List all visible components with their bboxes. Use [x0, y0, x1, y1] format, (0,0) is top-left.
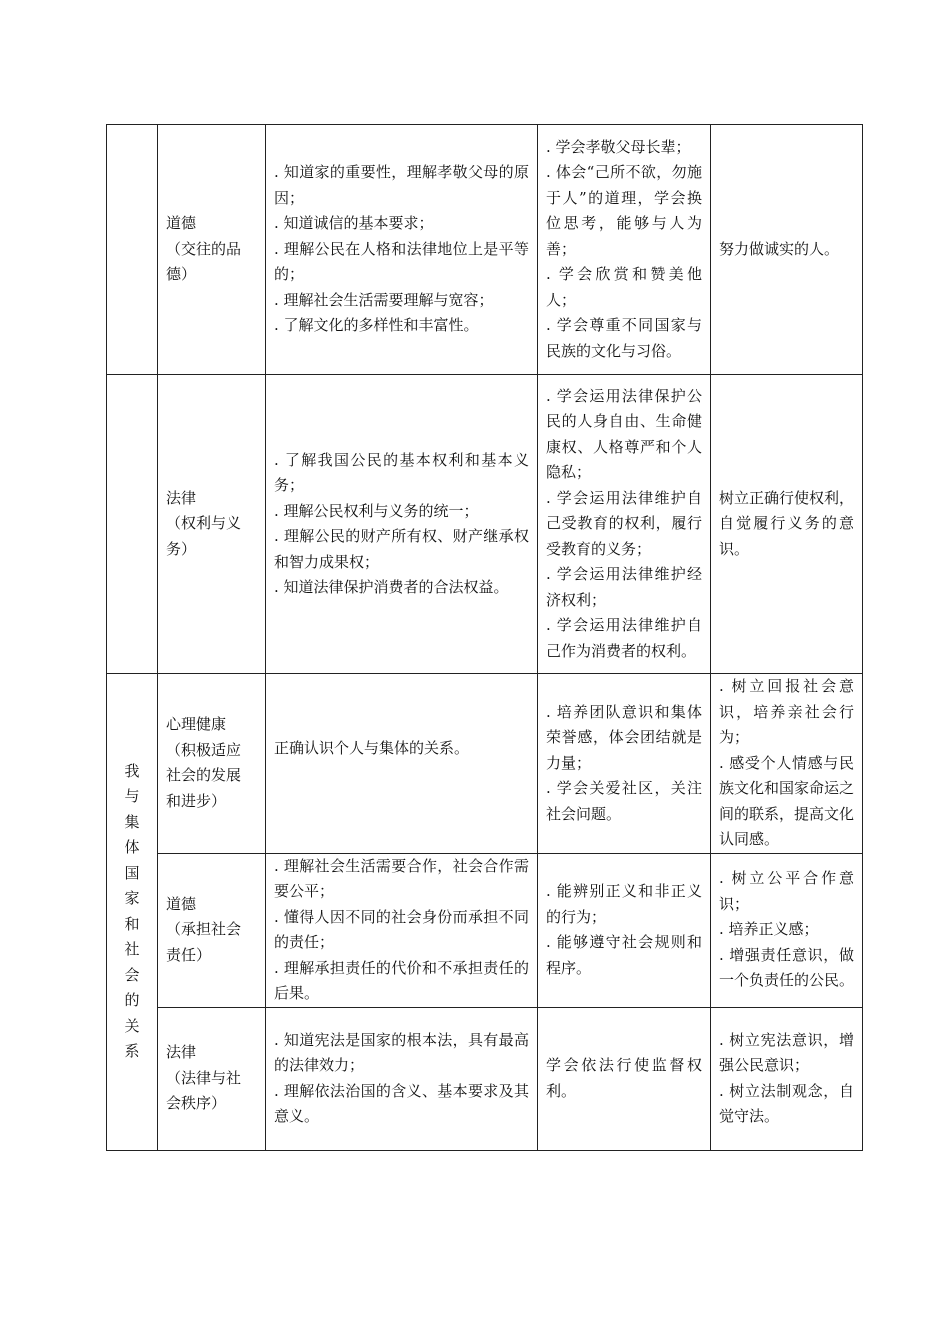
list-item: . 理解公民在人格和法律地位上是平等的； [274, 239, 529, 284]
list-item: . 学会运用法律维护自己受教育的权利，履行受教育的义务； [546, 488, 702, 558]
table-row [107, 375, 863, 674]
list-item: . 学会运用法律维护自己作为消费者的权利。 [546, 616, 702, 660]
table-row [107, 1007, 863, 1150]
list-item: . 了解文化的多样性和丰富性。 [274, 316, 479, 335]
knowledge-cell [266, 853, 538, 1007]
list-item: . 懂得人因不同的社会身份而承担不同的责任； [274, 907, 529, 951]
list-item: . 理解社会生活需要合作，社会合作需要公平； [274, 856, 529, 900]
topic-title: 法律 [166, 488, 197, 507]
topic-cell [158, 375, 266, 674]
list-item: . 知道家的重要性，理解孝敬父母的原因； [274, 163, 529, 207]
topic-subtitle-line: （权利与义 [166, 514, 242, 533]
ability-cell [538, 674, 711, 854]
list-item: . 体会“己所不欲，勿施于人”的道理，学会换位思考，能够与人为善； [546, 163, 702, 258]
list-item: . 树立法制观念，自觉守法。 [719, 1081, 854, 1125]
topic-cell [158, 853, 266, 1007]
list-item: . 能辨别正义和非正义的行为； [546, 882, 702, 926]
ability-cell [538, 375, 711, 674]
list-item: . 学会关爱社区，关注社会问题。 [546, 779, 702, 823]
category-cell [107, 674, 158, 1151]
list-item: . 树立宪法意识，增强公民意识； [719, 1030, 854, 1074]
list-item: . 学会欣赏和赞美他人； [546, 265, 702, 309]
list-item: . 学会运用法律保护公民的人身自由、生命健康权、人格尊严和个人隐私； [546, 386, 702, 482]
attitude-cell [711, 125, 863, 375]
list-item: . 学会运用法律维护经济权利； [546, 565, 702, 609]
topic-subtitle-line: 务） [166, 539, 197, 558]
topic-subtitle-line: 会秩序） [166, 1094, 227, 1113]
list-item: . 理解承担责任的代价和不承担责任的后果。 [274, 958, 529, 1002]
category-cell [107, 375, 158, 674]
list-item: . 知道诚信的基本要求； [274, 214, 434, 233]
attitude-cell [711, 853, 863, 1007]
ability-cell [538, 1007, 711, 1150]
topic-subtitle-line: （法律与社 [166, 1068, 242, 1087]
topic-title: 心理健康 [166, 715, 227, 734]
attitude-cell [711, 674, 863, 854]
topic-cell [158, 674, 266, 854]
list-item: . 树立回报社会意识，培养亲社会行为； [719, 677, 854, 746]
ability-cell [538, 125, 711, 375]
list-item: . 增强责任意识，做一个负责任的公民。 [719, 945, 855, 990]
list-item: . 理解社会生活需要理解与宽容； [274, 290, 494, 309]
list-item: 树立正确行使权利，自觉履行义务的意识。 [719, 488, 855, 558]
topic-cell [158, 125, 266, 375]
knowledge-cell [266, 1007, 538, 1150]
category-label: 我与集体国家和社会的关系 [124, 761, 140, 1061]
topic-title: 法律 [166, 1043, 197, 1062]
list-item: . 树立公平合作意识； [719, 869, 854, 913]
list-item: . 能够遵守社会规则和程序。 [546, 933, 702, 977]
ability-cell [538, 853, 711, 1007]
list-item: 学会依法行使监督权利。 [546, 1056, 702, 1100]
topic-title: 道德 [166, 214, 197, 233]
list-item: 努力做诚实的人。 [719, 239, 840, 258]
list-item: . 感受个人情感与民族文化和国家命运之间的联系，提高文化认同感。 [719, 753, 855, 848]
topic-subtitle-line: 和进步） [166, 791, 227, 810]
list-item: . 理解公民的财产所有权、财产继承权和智力成果权； [274, 527, 529, 571]
list-item: . 学会孝敬父母长辈； [546, 137, 691, 156]
list-item: 正确认识个人与集体的关系。 [274, 739, 470, 757]
attitude-cell [711, 375, 863, 674]
knowledge-cell [266, 125, 538, 375]
list-item: . 学会尊重不同国家与民族的文化与习俗。 [546, 316, 702, 360]
list-item: . 知道宪法是国家的根本法，具有最高的法律效力； [274, 1030, 529, 1074]
topic-subtitle-line: 责任） [166, 945, 212, 964]
curriculum-table [106, 124, 863, 1151]
category-cell [107, 125, 158, 375]
table-row [107, 853, 863, 1007]
list-item: . 知道法律保护消费者的合法权益。 [274, 578, 509, 596]
list-item: . 理解公民权利与义务的统一； [274, 501, 479, 520]
list-item: . 培养团队意识和集体荣誉感，体会团结就是力量； [546, 702, 702, 772]
topic-subtitle-line: 德） [166, 265, 197, 284]
topic-subtitle-line: （交往的品 [166, 239, 242, 258]
list-item: . 培养正义感； [719, 920, 819, 939]
topic-subtitle-line: 社会的发展 [166, 766, 242, 785]
topic-subtitle-line: （积极适应 [166, 740, 242, 759]
table-row [107, 674, 863, 854]
topic-title: 道德 [166, 894, 197, 913]
list-item: . 了解我国公民的基本权利和基本义务； [274, 450, 529, 494]
attitude-cell [711, 1007, 863, 1150]
list-item: . 理解依法治国的含义、基本要求及其意义。 [274, 1081, 529, 1125]
topic-subtitle-line: （承担社会 [166, 920, 242, 939]
knowledge-cell [266, 674, 538, 854]
knowledge-cell [266, 375, 538, 674]
topic-cell [158, 1007, 266, 1150]
table-row [107, 125, 863, 375]
